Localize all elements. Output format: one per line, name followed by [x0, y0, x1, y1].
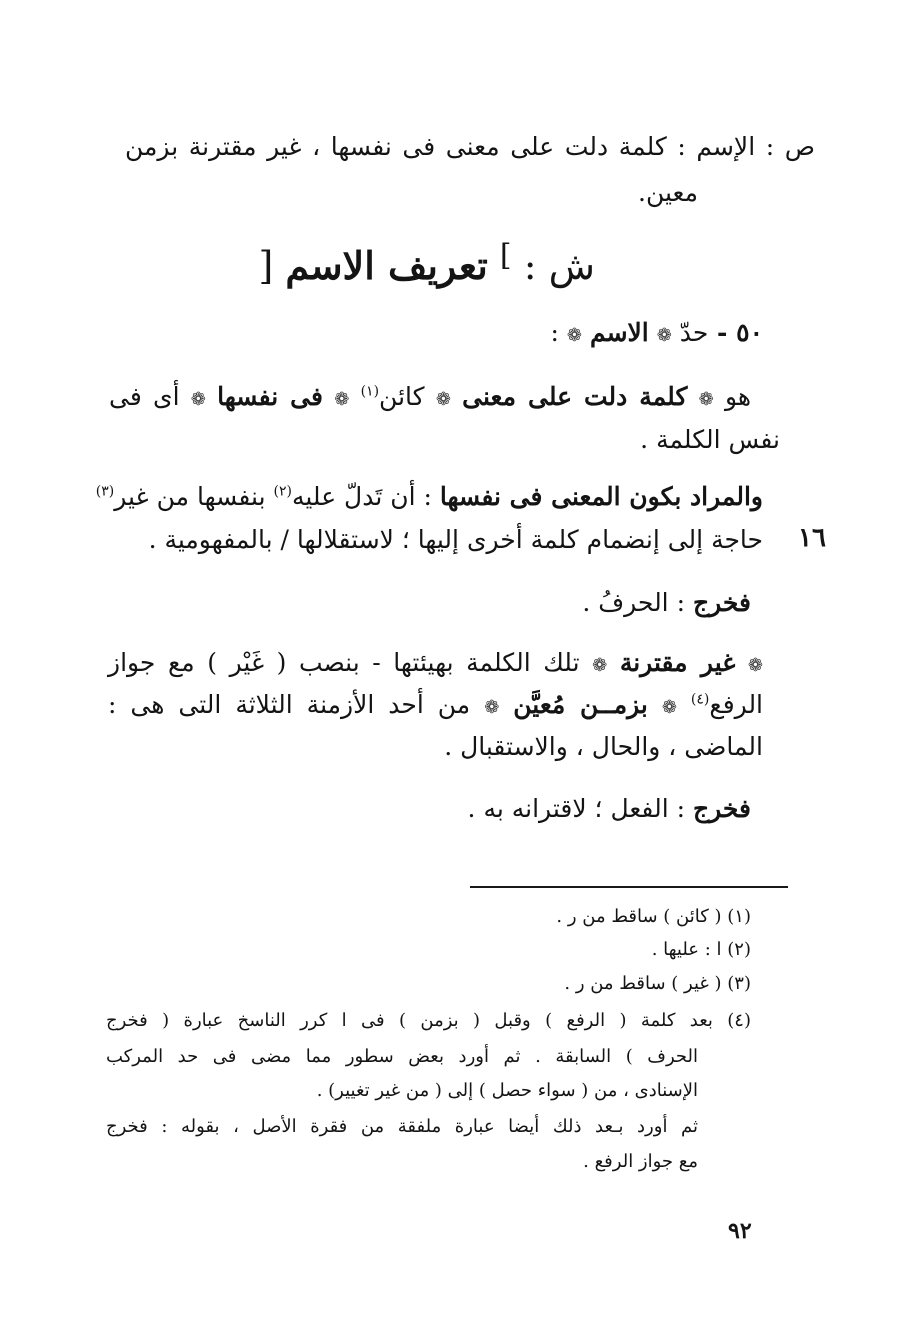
footnote-4-line-5: مع جواز الرفع . — [583, 1151, 698, 1172]
footnote-2: (٢) ا : عليها . — [651, 939, 751, 960]
footnote-ref-4: (٤) — [690, 691, 710, 708]
para-2-line-1: والمراد بكون المعنى فى نفسها : أن تَدلّ عليه$^{(٢)}$ بنفسها من غير$^{(٣)}$ — [95, 482, 763, 511]
ornament-icon: ❁ — [435, 389, 451, 410]
para-4-line-2: الرفع$^{(٤)}$ ❁ بزمــن مُعيَّن ❁ من أحد الأزمنة الثلاثة التى هى : — [108, 690, 764, 719]
para-2-line-2: حاجة إلى إنضمام كلمة أخرى إليها ؛ لاستقلالها / بالمفهومية . — [148, 525, 763, 554]
footnote-divider — [470, 886, 788, 888]
footnote-4-line-2: الحرف ) السابقة . ثم أورد بعض سطور مما مضى فى حد المركب — [106, 1046, 698, 1067]
ornament-icon: ❁ — [190, 389, 206, 410]
para-4-line-1: ❁ غير مقترنة ❁ تلك الكلمة بهيئتها - بنصب ( غَيْر ) مع جواز — [108, 648, 763, 677]
footnote-ref-1: (١) — [360, 383, 380, 400]
heading-title: تعريف الاسم — [285, 243, 488, 288]
open-bracket: ] — [499, 238, 512, 273]
heading-marker: ش : — [523, 244, 595, 288]
ornament-close-icon: ❁ — [566, 325, 583, 346]
ornament-icon: ❁ — [698, 389, 714, 410]
ornament-icon: ❁ — [334, 389, 350, 410]
para-5: فخرج : الفعل ؛ لاقترانه به . — [467, 794, 751, 823]
matn-line-2: معين. — [638, 178, 698, 207]
ornament-icon: ❁ — [747, 655, 763, 676]
para-3: فخرج : الحرفُ . — [582, 588, 751, 617]
footnote-4-line-3: الإسنادى ، من ( سواء حصل ) إلى ( من غير تغيير) . — [316, 1080, 698, 1101]
para-1-line-1: هو ❁ كلمة دلت على معنى ❁ كائن$^{(١)}$ ❁ فى نفسها ❁ أى فى — [109, 382, 752, 411]
ornament-icon: ❁ — [592, 655, 608, 676]
footnote-ref-2: (٢) — [273, 483, 292, 500]
para-4-line-3: الماضى ، والحال ، والاستقبال . — [444, 732, 763, 761]
page-number: ٩٢ — [728, 1218, 752, 1244]
matn-marker: ص : — [765, 132, 815, 161]
footnote-ref-3: (٣) — [95, 483, 115, 500]
section-heading — [258, 238, 596, 293]
margin-folio-number: ١٦ — [798, 523, 826, 553]
ornament-open-icon: ❁ — [656, 325, 672, 346]
term-ism: الاسم — [589, 318, 649, 347]
section-50: ٥٠ - حدّ ❁ الاسم ❁ : — [550, 318, 763, 347]
matn-line-1 — [125, 130, 815, 164]
footnote-4-line-4: ثم أورد بـعد ذلك أيضا عبارة ملفقة من فقرة الأصل ، بقوله : فخرج — [106, 1116, 698, 1137]
footnote-4-line-1: (٤) بعد كلمة ( الرفع ) وقبل ( بزمن ) فى ا كرر الناسخ عبارة ( فخرج — [106, 1010, 751, 1031]
ornament-icon: ❁ — [661, 697, 677, 718]
footnote-1: (١) ( كائن ) ساقط من ر . — [556, 906, 751, 927]
close-bracket: [ — [258, 244, 274, 288]
matn-text: الإسم : كلمة دلت على معنى فى نفسها ، غير مقترنة بزمن — [125, 132, 756, 161]
ornament-icon: ❁ — [484, 697, 500, 718]
footnote-3: (٣) ( غير ) ساقط من ر . — [564, 973, 751, 994]
para-1-line-2: نفس الكلمة . — [640, 425, 780, 454]
